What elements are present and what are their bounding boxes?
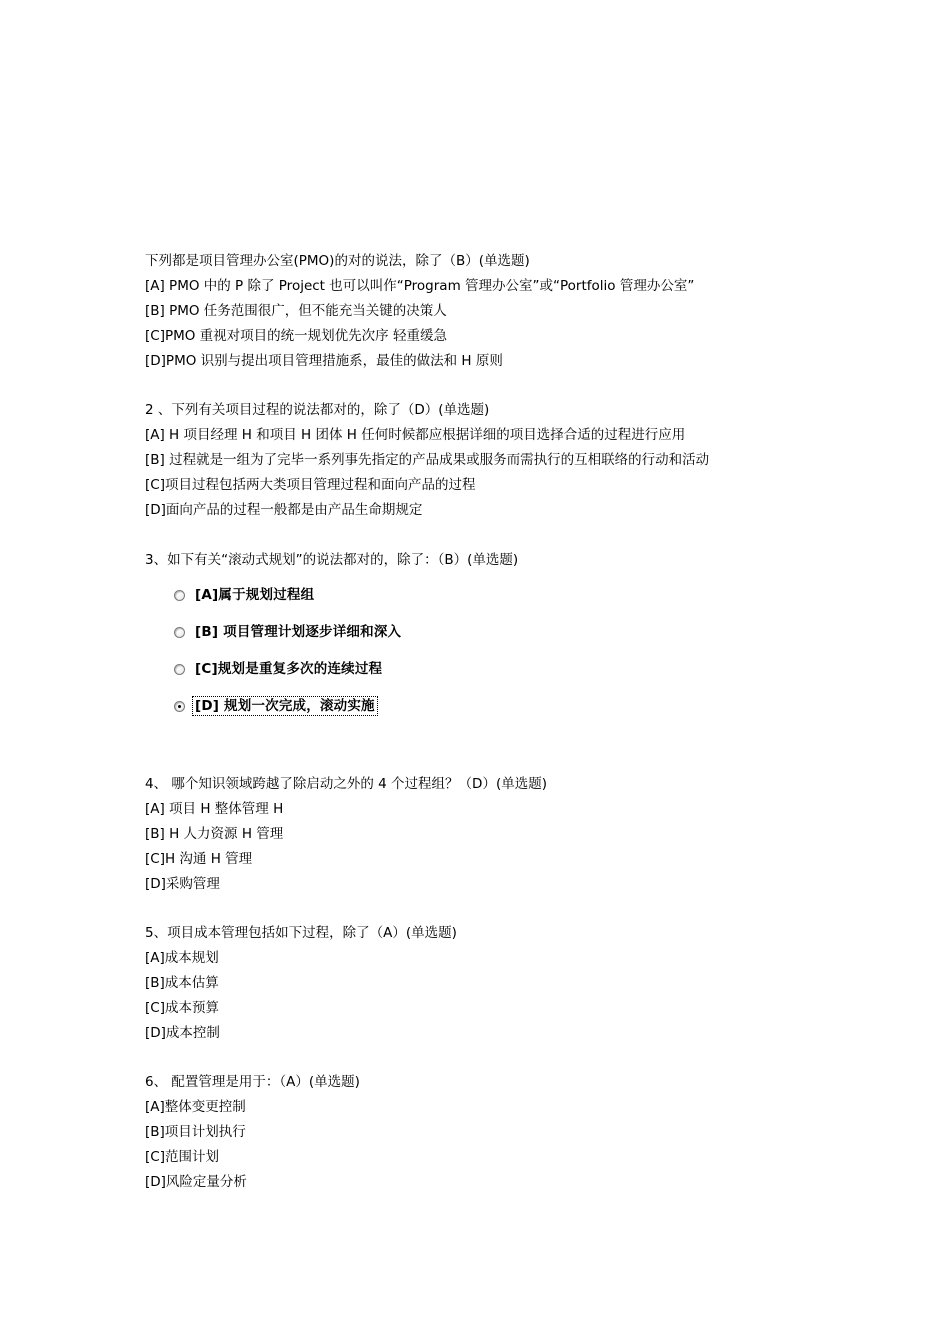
question-3-stem: 3、如下有关“滚动式规划”的说法都对的，除了：（B）(单选题) <box>145 552 519 568</box>
radio-label-b[interactable]: [B] 项目管理计划逐步详细和深入 <box>195 624 402 640</box>
radio-button-d-selected[interactable] <box>174 701 185 712</box>
question-5-option-d: [D]成本控制 <box>145 1025 220 1041</box>
question-5-option-c: [C]成本预算 <box>145 1000 219 1016</box>
question-1-stem: 下列都是项目管理办公室(PMO)的对的说法，除了（B）(单选题) <box>145 253 530 269</box>
question-3-radio-row-a[interactable] <box>174 585 316 605</box>
question-6-option-a: [A]整体变更控制 <box>145 1099 246 1115</box>
question-2-option-d: [D]面向产品的过程一般都是由产品生命期规定 <box>145 502 423 518</box>
question-3-radio-row-b[interactable] <box>174 622 403 642</box>
question-4-option-b: [B] H 人力资源 H 管理 <box>145 826 284 842</box>
radio-button-a[interactable] <box>174 590 185 601</box>
question-1-option-a: [A] PMO 中的 P 除了 Project 也可以叫作“Program 管理办公室”或“Portfolio 管理办公室” <box>145 278 695 294</box>
question-5-option-b: [B]成本估算 <box>145 975 219 991</box>
radio-label-c[interactable]: [C]规划是重复多次的连续过程 <box>195 661 383 677</box>
question-2-option-c: [C]项目过程包括两大类项目管理过程和面向产品的过程 <box>145 477 476 493</box>
question-3-radio-row-d[interactable] <box>174 696 377 716</box>
question-6-option-d: [D]风险定量分析 <box>145 1174 247 1190</box>
question-4-option-c: [C]H 沟通 H 管理 <box>145 851 253 867</box>
question-2-stem: 2 、下列有关项目过程的说法都对的，除了（D）(单选题) <box>145 402 490 418</box>
radio-label-d[interactable]: [D] 规划一次完成，滚动实施 <box>195 698 375 714</box>
question-3-radio-row-c[interactable] <box>174 659 384 679</box>
question-5-option-a: [A]成本规划 <box>145 950 219 966</box>
question-6-option-c: [C]范围计划 <box>145 1149 219 1165</box>
question-1-option-c: [C]PMO 重视对项目的统一规划优先次序 轻重缓急 <box>145 328 447 344</box>
radio-button-c[interactable] <box>174 664 185 675</box>
question-1-option-b: [B] PMO 任务范围很广，但不能充当关键的决策人 <box>145 303 447 319</box>
question-6-stem: 6、 配置管理是用于：（A）(单选题) <box>145 1074 360 1090</box>
question-4-option-a: [A] 项目 H 整体管理 H <box>145 801 284 817</box>
question-5-stem: 5、项目成本管理包括如下过程，除了（A）(单选题) <box>145 925 457 941</box>
question-4-stem: 4、 哪个知识领域跨越了除启动之外的 4 个过程组？（D）(单选题) <box>145 776 547 792</box>
question-4-option-d: [D]采购管理 <box>145 876 220 892</box>
question-2-option-b: [B] 过程就是一组为了完毕一系列事先指定的产品成果或服务而需执行的互相联络的行动和活动 <box>145 452 710 468</box>
radio-button-b[interactable] <box>174 627 185 638</box>
radio-label-a[interactable]: [A]属于规划过程组 <box>195 587 315 603</box>
question-2-option-a: [A] H 项目经理 H 和项目 H 团体 H 任何时候都应根据详细的项目选择合适的过程进行应用 <box>145 427 686 443</box>
question-6-option-b: [B]项目计划执行 <box>145 1124 246 1140</box>
question-1-option-d: [D]PMO 识别与提出项目管理措施系，最佳的做法和 H 原则 <box>145 353 503 369</box>
